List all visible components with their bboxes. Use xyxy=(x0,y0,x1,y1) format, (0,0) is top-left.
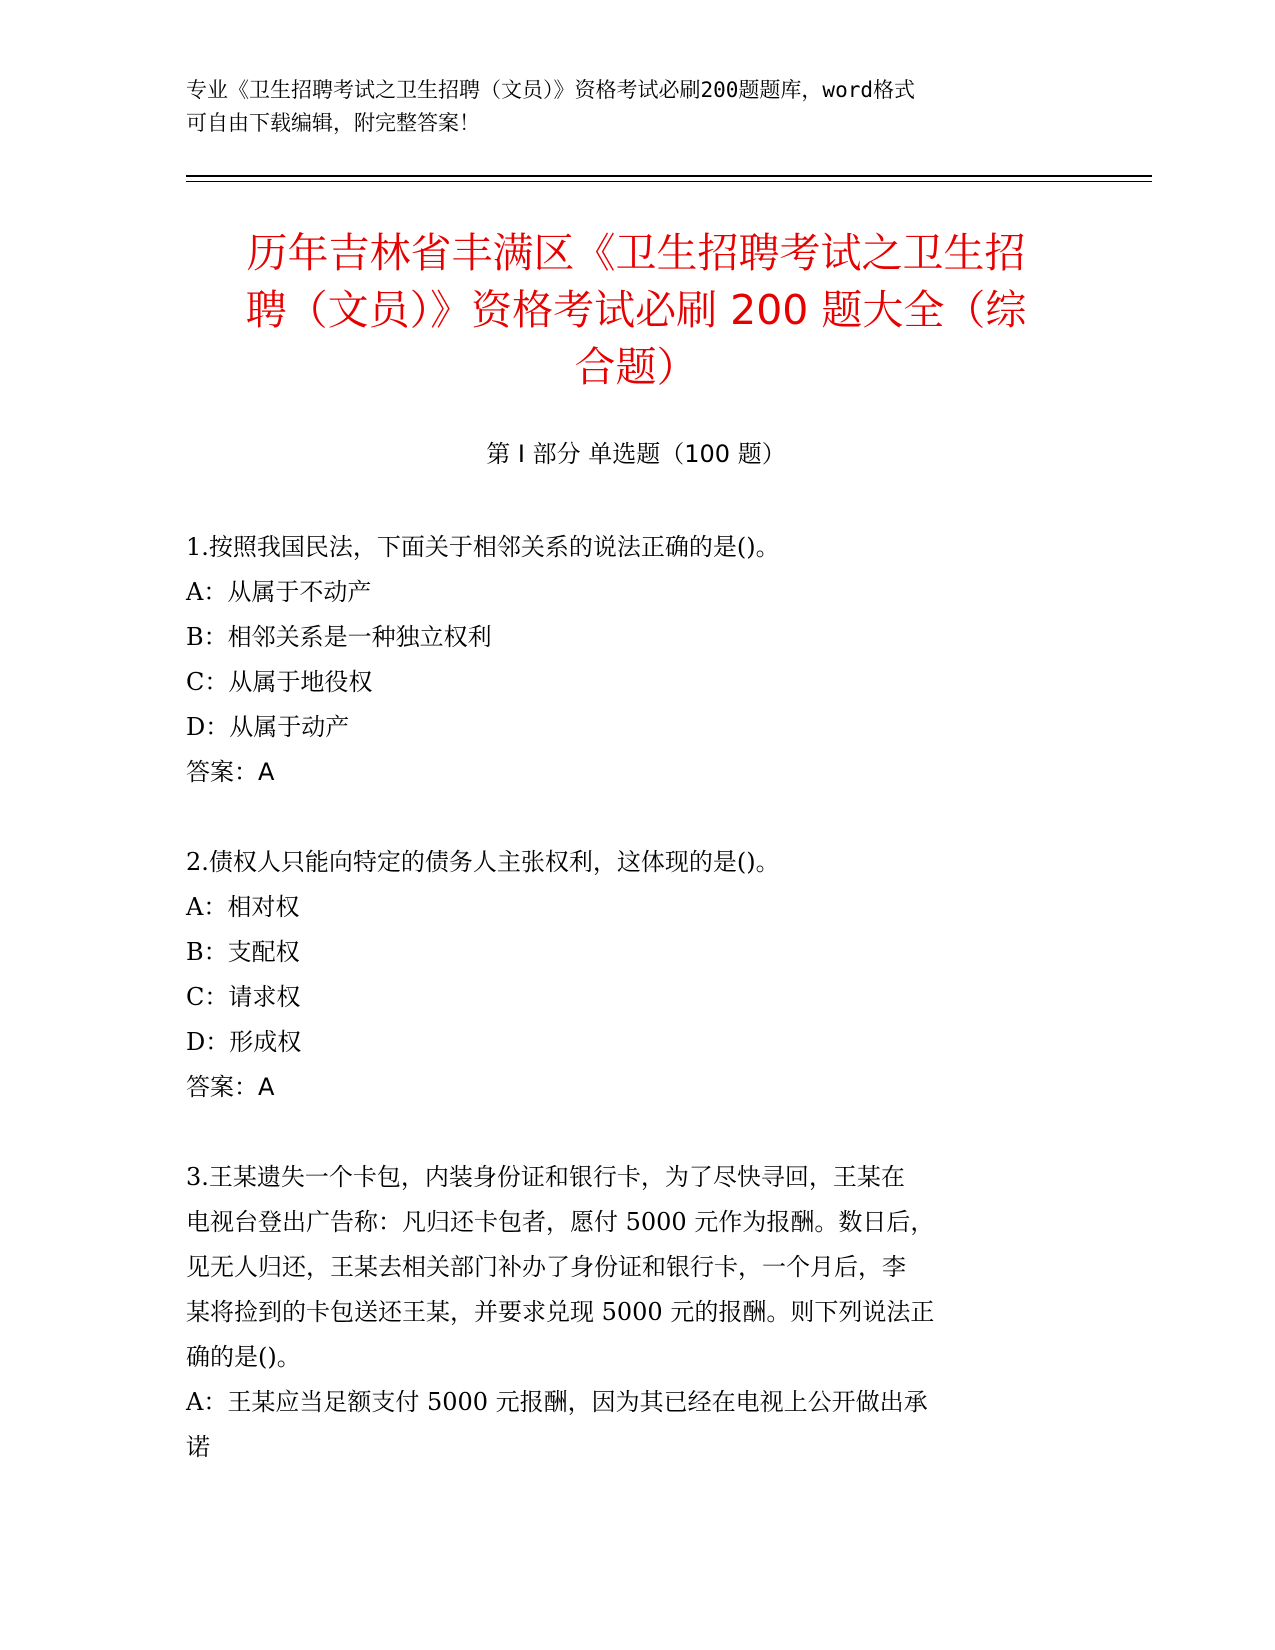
answer-label: 答案：A xyxy=(186,1073,275,1101)
question-stem: 1.按照我国民法，下面关于相邻关系的说法正确的是()。 xyxy=(186,533,780,561)
option-b: B：相邻关系是一种独立权利 xyxy=(186,623,492,651)
option-a-line: 诺 xyxy=(186,1433,210,1461)
option-b: B：支配权 xyxy=(186,938,300,966)
option-a: A：相对权 xyxy=(186,893,300,921)
section-heading: 第 I 部分 单选题（100 题） xyxy=(486,440,786,468)
option-c: C：从属于地役权 xyxy=(186,668,373,696)
question-1 xyxy=(186,525,1076,795)
question-stem-line: 某将捡到的卡包送还王某，并要求兑现 5000 元的报酬。则下列说法正 xyxy=(186,1298,935,1326)
title-line: 历年吉林省丰满区《卫生招聘考试之卫生招 xyxy=(246,229,1026,277)
title-line: 聘（文员）》资格考试必刷 200 题大全（综 xyxy=(245,286,1027,334)
header-divider-thin xyxy=(186,181,1152,182)
header-note-line: 可自由下载编辑，附完整答案！ xyxy=(186,111,480,135)
option-d: D：从属于动产 xyxy=(186,713,350,741)
document-title xyxy=(186,225,1086,396)
question-stem-line: 确的是()。 xyxy=(186,1343,301,1371)
option-c: C：请求权 xyxy=(186,983,301,1011)
question-2 xyxy=(186,840,1076,1110)
header-note-line: 专业《卫生招聘考试之卫生招聘（文员）》资格考试必刷200题题库，word格式 xyxy=(186,78,915,102)
question-stem-line: 3.王某遗失一个卡包，内装身份证和银行卡，为了尽快寻回，王某在 xyxy=(186,1163,905,1191)
question-stem: 2.债权人只能向特定的债务人主张权利，这体现的是()。 xyxy=(186,848,780,876)
question-stem-line: 见无人归还，王某去相关部门补办了身份证和银行卡，一个月后，李 xyxy=(186,1253,906,1281)
option-a-line: A：王某应当足额支付 5000 元报酬，因为其已经在电视上公开做出承 xyxy=(186,1388,928,1416)
header-divider-thick xyxy=(186,175,1152,177)
option-a: A：从属于不动产 xyxy=(186,578,372,606)
question-3 xyxy=(186,1155,1076,1470)
option-d: D：形成权 xyxy=(186,1028,302,1056)
question-list xyxy=(186,525,1076,1515)
answer-label: 答案：A xyxy=(186,758,275,786)
header-note xyxy=(186,74,1066,140)
title-line: 合题） xyxy=(574,343,698,391)
question-stem-line: 电视台登出广告称：凡归还卡包者，愿付 5000 元作为报酬。数日后， xyxy=(186,1208,935,1236)
